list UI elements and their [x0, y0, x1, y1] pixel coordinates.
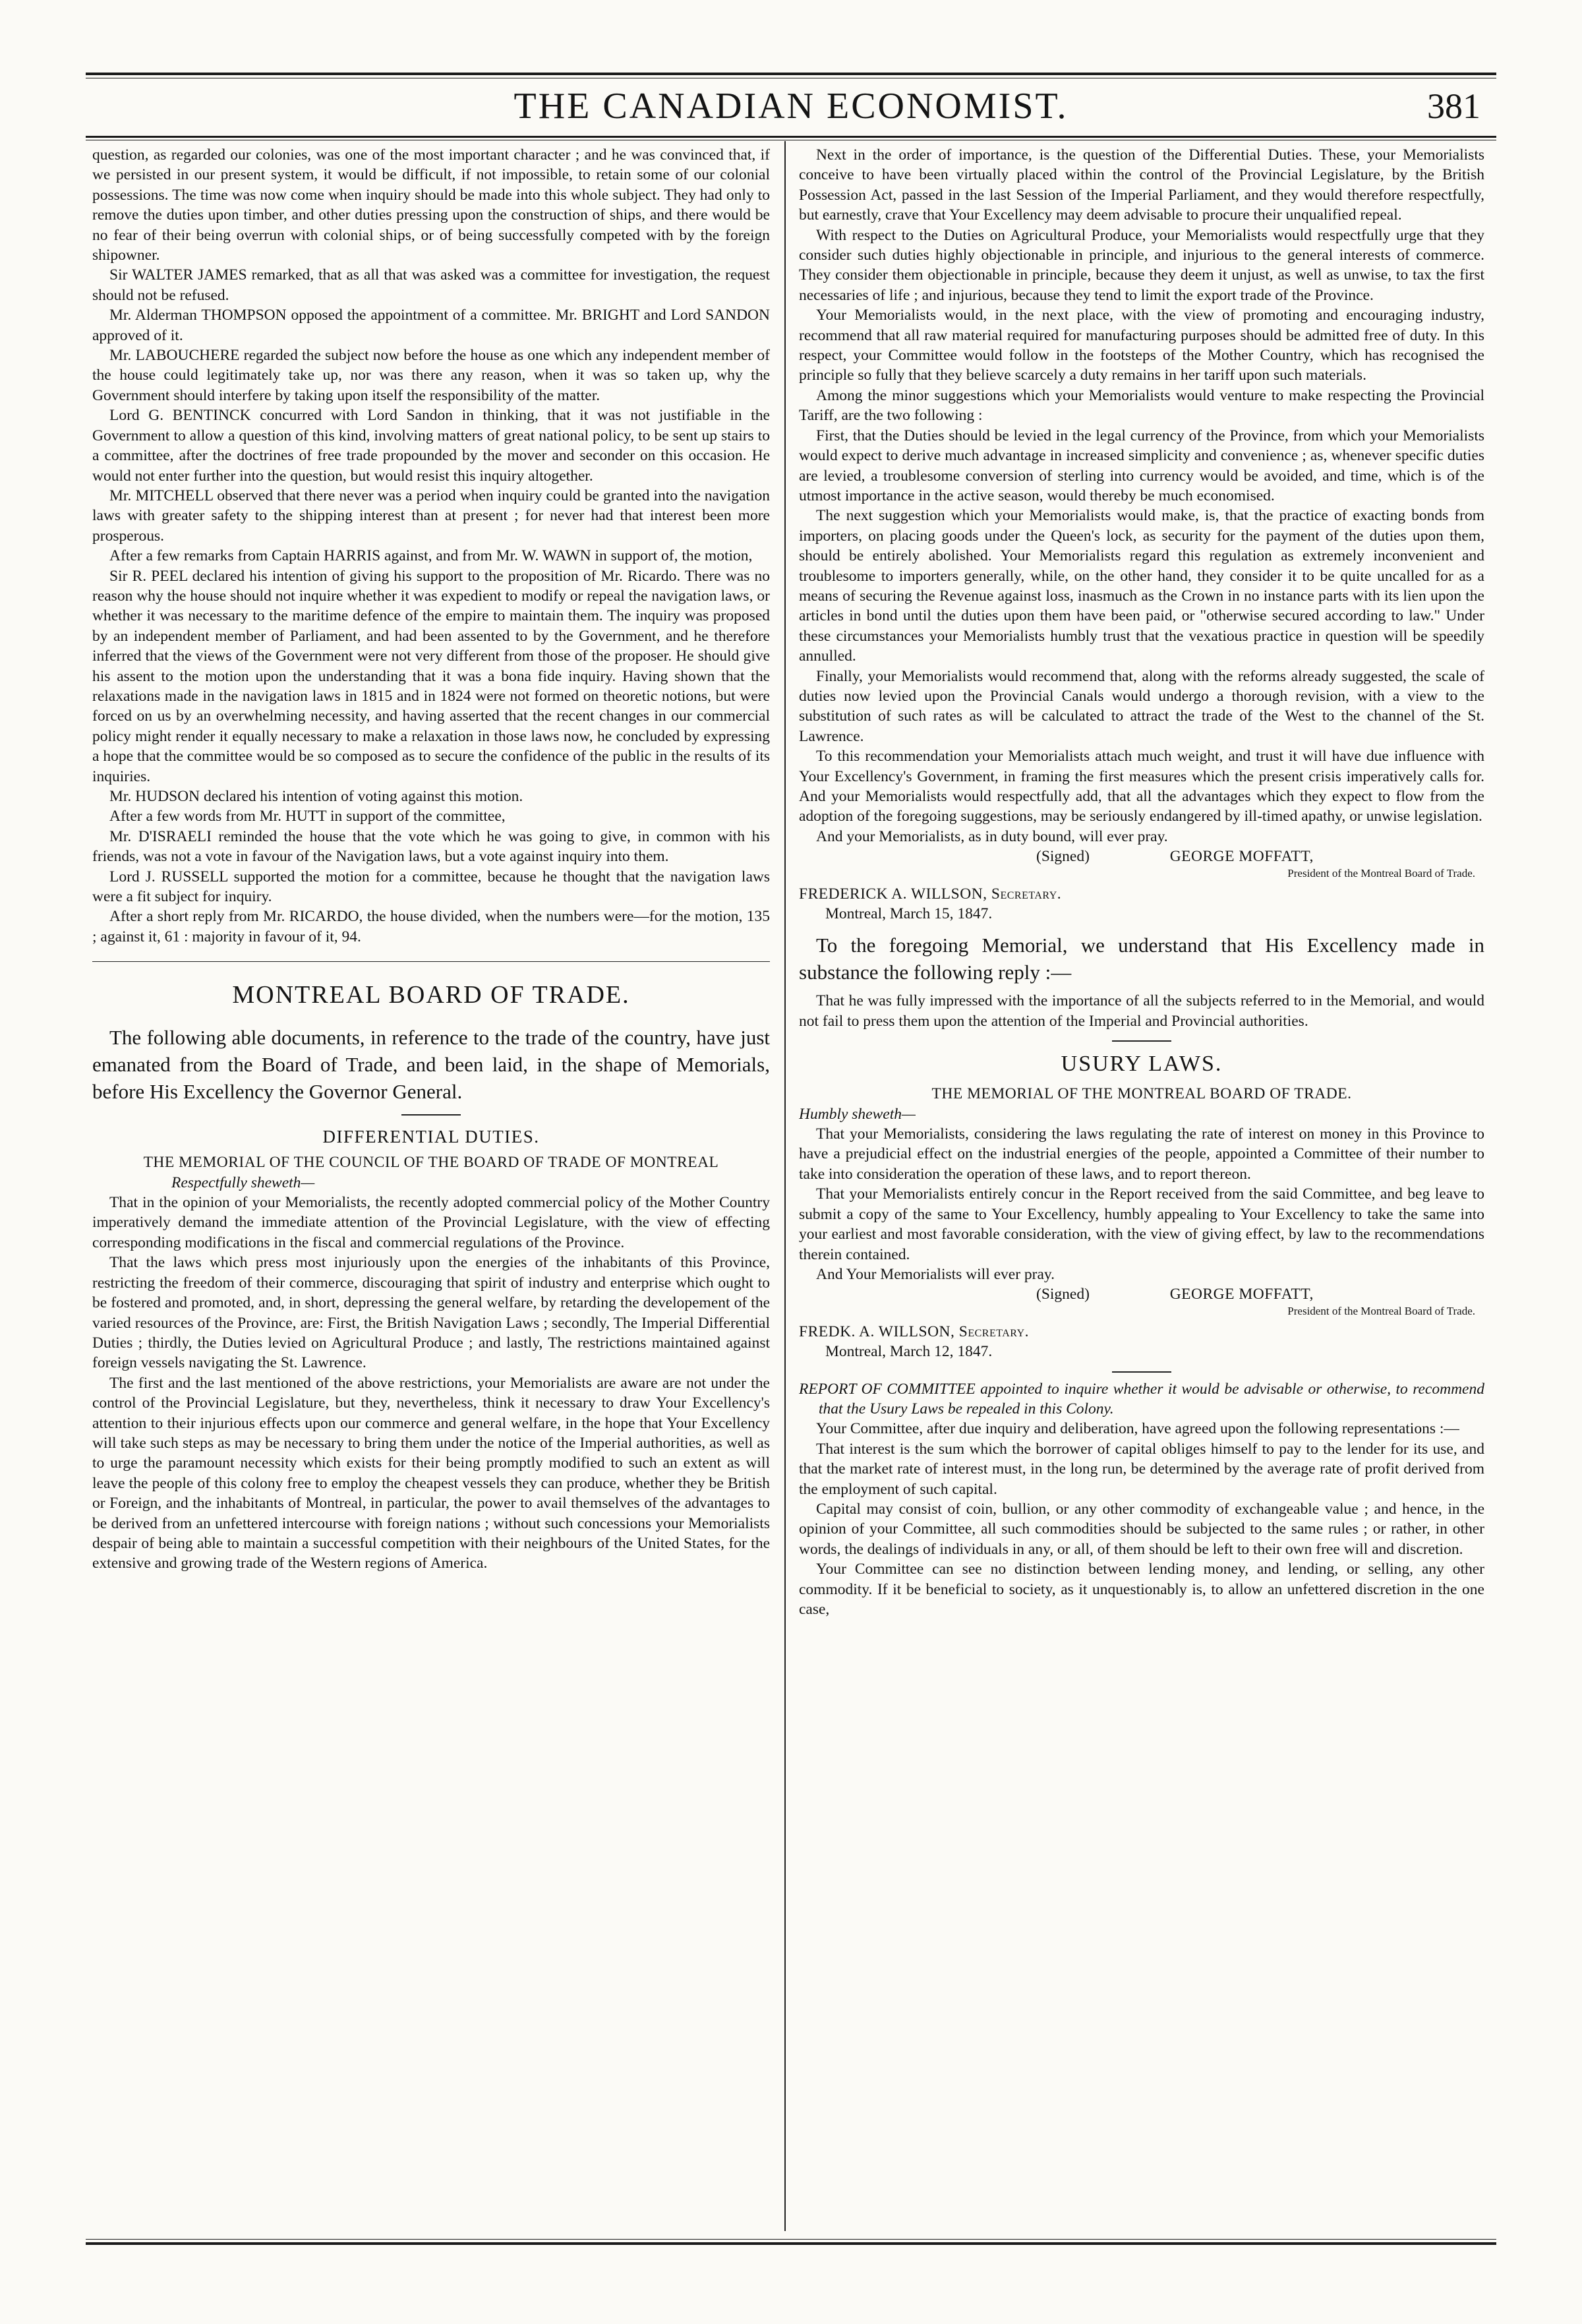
paragraph: That your Memorialists entirely concur in the Report received from the said Committee, and beg leave to submit a copy of the same to Your Excellency, humbly appealing to Your Excellency to take the same into your earliest and most favorable consideration, with the view of giving effect, by law to the recommendations therein contained. [799, 1185, 1484, 1263]
signed-label: (Signed) [1036, 1286, 1090, 1303]
paragraph: Capital may consist of coin, bullion, or any other commodity of exchangeable value ; and hence, in the opinion of your Committee, all such commodities should be subjected to the same rules ; or rather, in other words, the dealings of individuals in any, or all, of them should be left to their own free will and discretion. [799, 1500, 1484, 1558]
usury-memorial-title: THE MEMORIAL OF THE MONTREAL BOARD OF TRADE. [931, 1085, 1352, 1103]
paragraph: Next in the order of importance, is the question of the Differential Duties. These, your Memorialists conceive to have been virtually placed within the control of the Provincial Legislature, by the British Possession Act, passed in the last Session of the Imperial Parliament, and they would therefore respectfully, but earnestly, crave that Your Excellency may deem advisable to procure their unqualified repeal. [799, 146, 1484, 224]
paragraph: The first and the last mentioned of the above restrictions, your Memorialists are aware are not under the control of the Provincial Legislature, but they, nevertheless, think it necessary to draw Your Excellency's attention to their injurious effects upon our commerce and general welfare, in the hope that Your Excellency will take such steps as may be necessary to bring them under the notice of the Imperial authorities, as well as to urge the paramount necessity which exists for their being promptly modified to such an extent as will leave the people of this colony free to employ the cheapest vessels they can produce, whether they be British or Foreign, and the inhabitants of Montreal, in particular, the power to avail themselves of the advantages to be derived from an unfettered intercourse with foreign nations ; without such concessions your Memorialists despair of being able to maintain a successful competition with their neighbours of the United States, for the extensive and growing trade of the Western regions of America. [92, 1374, 770, 1572]
paragraph: Sir WALTER JAMES remarked, that as all that was asked was a committee for investigation, the request should not be refused. [92, 266, 770, 304]
paragraph: After a few words from Mr. HUTT in support of the committee, [109, 808, 506, 825]
dateline: Montreal, March 12, 1847. [825, 1343, 993, 1361]
memorial-salutation: Respectfully sheweth— [171, 1174, 315, 1191]
secretary: FREDERICK A. WILLSON, Secretary. [799, 885, 1062, 903]
signer-name: GEORGE MOFFATT, [1169, 848, 1314, 866]
paragraph: Mr. HUDSON declared his intention of voting against this motion. [109, 788, 523, 805]
masthead-title: THE CANADIAN ECONOMIST. [513, 86, 1069, 127]
paragraph: With respect to the Duties on Agricultural Produce, your Memorialists would respectfully urge that they consider such duties highly objectionable in principle, and injurious to the general interests of commerce. They consider them objectionable in principle, because they deem it unjust, as well as unwise, to tax the first necessaries of life ; and injurious, because they tend to limit the export trade of the Province. [799, 226, 1484, 304]
section-heading: MONTREAL BOARD OF TRADE. [232, 981, 630, 1009]
paragraph: question, as regarded our colonies, was one of the most important character ; and he was convinced that, if we persisted in our present system, it would be difficult, if not impossible, to retain some of our colonial possessions. The time was now come when inquiry should be made into this whole subject. They had only to remove the duties upon timber, and other duties pressing upon the construction of ships, and there would be no fear of their being overrun with colonial ships, or of being successfully competed with by the foreign shipowner. [92, 146, 770, 264]
signed-label: (Signed) [1036, 848, 1090, 866]
bottom-rule [86, 2242, 1496, 2245]
masthead [92, 82, 1490, 134]
secretary: FREDK. A. WILLSON, Secretary. [799, 1323, 1029, 1340]
masthead-rule [86, 136, 1496, 138]
dateline: Montreal, March 15, 1847. [825, 905, 993, 923]
paragraph: After a short reply from Mr. RICARDO, the house divided, when the numbers were—for the motion, 135 ; against it, 61 : majority in favour of it, 94. [92, 908, 770, 945]
paragraph: That in the opinion of your Memorialists, the recently adopted commercial policy of the Mother Country imperatively demand the immediate attention of the Provincial Legislature, with the view of effecting corresponding modifications in the fiscal and commercial regulations of the Province. [92, 1194, 770, 1251]
paragraph: That the laws which press most injuriously upon the energies of the inhabitants of this Province, restricting the freedom of their commerce, discouraging that spirit of industry and enterprise which ought to be fostered and promoted, and, in short, depressing the general welfare, by retarding the developement of the varied resources of the Province, are: First, the British Navigation Laws ; secondly, The Imperial Differential Duties ; thirdly, the Duties levied on Agricultural Produce ; and lastly, The restrictions maintained against foreign vessels navigating the St. Lawrence. [92, 1254, 770, 1372]
short-rule [1112, 1371, 1171, 1373]
page-number: 381 [1427, 86, 1480, 126]
paragraph: Your Committee, after due inquiry and deliberation, have agreed upon the following representations :— [816, 1420, 1459, 1438]
paragraph: That interest is the sum which the borrower of capital obliges himself to pay to the lender for its use, and that the market rate of interest must, in the long run, be determined by the average rate of profit derived from the employment of such capital. [799, 1440, 1484, 1498]
paragraph: Your Committee can see no distinction between lending money, and lending, or selling, any other commodity. If it be beneficial to society, as it unquestionably is, to allow an unfettered discretion in the one case, [799, 1561, 1484, 1618]
paragraph: Among the minor suggestions which your Memorialists would venture to make respecting the Provincial Tariff, are the two following : [799, 386, 1484, 425]
reply-intro: To the foregoing Memorial, we understand that His Excellency made in substance the following reply :— [799, 934, 1484, 984]
short-rule [1112, 1040, 1171, 1042]
paragraph: To this recommendation your Memorialists attach much weight, and trust it will have due influence with Your Excellency's Government, in framing the first measures which the present crisis imperatively calls for. And your Memorialists would respectfully add, that all the advantages which they expect to flow from the adoption of the foregoing suggestions, may be seriously endangered by ill-timed apathy, or unwise legislation. [799, 748, 1484, 825]
paragraph: That your Memorialists, considering the laws regulating the rate of interest on money in this Province to have a prejudicial effect on the industrial energies of the people, appointed a Committee of their number to take into consideration the operation of these laws, and to report thereon. [799, 1125, 1484, 1183]
paragraph: Mr. D'ISRAELI reminded the house that the vote which he was going to give, in common with his friends, was not a vote in favour of the Navigation laws, but a vote against inquiry into them. [92, 827, 770, 866]
usury-salutation: Humbly sheweth— [799, 1105, 916, 1123]
signature-line [799, 847, 1484, 866]
paragraph: First, that the Duties should be levied in the legal currency of the Province, from which your Memorialists would expect to derive much advantage in increased simplicity and convenience ; as, whenever specific duties are levied, a troublesome conversion of sterling into currency would be avoided, and time, which is of the utmost importance in the active season, would thereby be much economised. [799, 427, 1484, 504]
section-rule [92, 961, 770, 962]
paragraph: Sir R. PEEL declared his intention of giving his support to the proposition of Mr. Ricardo. There was no reason why the house should not inquire whether it was expedient to modify or repeal the navigation laws, or whether it was necessary to the maritime defence of the empire to maintain them. The inquiry was proposed by an independent member of Parliament, and had been assented to by the Government, and he therefore inferred that the views of the Government were not very different from those of the proposer. He should give his assent to the motion upon the understanding that it was a bona fide inquiry. Having shown that the relaxations made in the navigation laws in 1815 and in 1824 were not formed on theoretic notions, but were forced on us by an overwhelming necessity, and having asserted that the recent changes in our commercial policy might render it equally necessary to make a relaxation in those laws now, he concluded by expressing a hope that the committee would be so composed as to secure the confidence of the public in the results of its inquiries. [92, 567, 770, 785]
paragraph: Finally, your Memorialists would recommend that, along with the reforms already suggested, the scale of duties now levied upon the Provincial Canals would undergo a thorough revision, with a view to the substitution of such rates as will be calculated to attract the trade of the West to the channel of the St. Lawrence. [799, 667, 1484, 745]
sub-heading: DIFFERENTIAL DUTIES. [322, 1127, 540, 1147]
intro-paragraph: The following able documents, in reference to the trade of the country, have just emanated from the Board of Trade, and been laid, in the shape of Memorials, before His Excellency the Governor General. [92, 1026, 770, 1104]
report-title: REPORT OF COMMITTEE appointed to inquire whether it would be advisable or otherwise, to recommend that the Usury Laws be repealed in this Colony. [799, 1380, 1484, 1417]
paragraph: Mr. LABOUCHERE regarded the subject now before the house as one which any independent member of the house could legitimately take up, nor was there any reason, when it was so taken up, why the Government should interfere by taking upon itself the responsibility of the matter. [92, 347, 770, 404]
paragraph: Your Memorialists would, in the next place, with the view of promoting and encouraging industry, recommend that all raw material required for manufacturing purposes should be admitted free of duty. In this respect, your Committee would follow in the footsteps of the Mother Country, which has recognised the principle so fully that they believe scarcely a duty remains in her tariff upon such materials. [799, 307, 1484, 384]
bottom-rule-thin [86, 2239, 1496, 2240]
right-column [799, 145, 1484, 2228]
memorial-title: THE MEMORIAL OF THE COUNCIL OF THE BOARD OF TRADE OF MONTREAL [143, 1154, 719, 1172]
paragraph: Mr. Alderman THOMPSON opposed the appointment of a committee. Mr. BRIGHT and Lord SANDON approved of it. [92, 307, 770, 344]
signer-name: GEORGE MOFFATT, [1169, 1286, 1314, 1303]
top-rule [86, 73, 1496, 75]
paragraph: And Your Memorialists will ever pray. [816, 1265, 1055, 1283]
short-rule [401, 1114, 461, 1116]
paragraph: Lord G. BENTINCK concurred with Lord Sandon in thinking, that it was not justifiable in the Government to allow a question of this kind, involving matters of great national policy, to be sent up stairs to a committee, after the doctrines of free trade propounded by the mover and seconder on this occasion. He would not enter further into the question, but would resist this inquiry altogether. [92, 407, 770, 485]
left-column [92, 145, 770, 2228]
section-heading-usury: USURY LAWS. [1061, 1052, 1223, 1077]
reply-text: That he was fully impressed with the importance of all the subjects referred to in the Memorial, and would not fail to press them upon the attention of the Imperial and Provincial authorities. [799, 992, 1484, 1030]
signer-title: President of the Montreal Board of Trade. [1287, 866, 1475, 879]
paragraph: Lord J. RUSSELL supported the motion for a committee, because he thought that the navigation laws were a fit subject for inquiry. [92, 868, 770, 906]
paragraph: The next suggestion which your Memorialists would make, is, that the practice of exacting bonds from importers, on placing goods under the Queen's lock, as security for the payment of the duties upon them, should be entirely abolished. Your Memorialists regard this regulation as extremely inconvenient and troublesome to importers generally, while, on the other hand, they consider it to be quite uncalled for as a means of securing the Revenue against loss, inasmuch as the Crown in no instance parts with its lien upon the articles in bond until the duties upon them have been paid, or "otherwise secured according to law." Under these circumstances your Memorialists humbly trust that the vexatious practice in question will be speedily annulled. [799, 507, 1484, 665]
paragraph: Mr. MITCHELL observed that there never was a period when inquiry could be granted into the navigation laws with greater safety to the shipping interest than at present ; for never had that interest been more prosperous. [92, 487, 770, 545]
signature-line [799, 1284, 1484, 1304]
column-divider [784, 141, 786, 2231]
paragraph: After a few remarks from Captain HARRIS against, and from Mr. W. WAWN in support of, the motion, [109, 547, 753, 565]
paragraph: And your Memorialists, as in duty bound, will ever pray. [816, 827, 1168, 845]
signer-title: President of the Montreal Board of Trade. [1287, 1304, 1475, 1317]
